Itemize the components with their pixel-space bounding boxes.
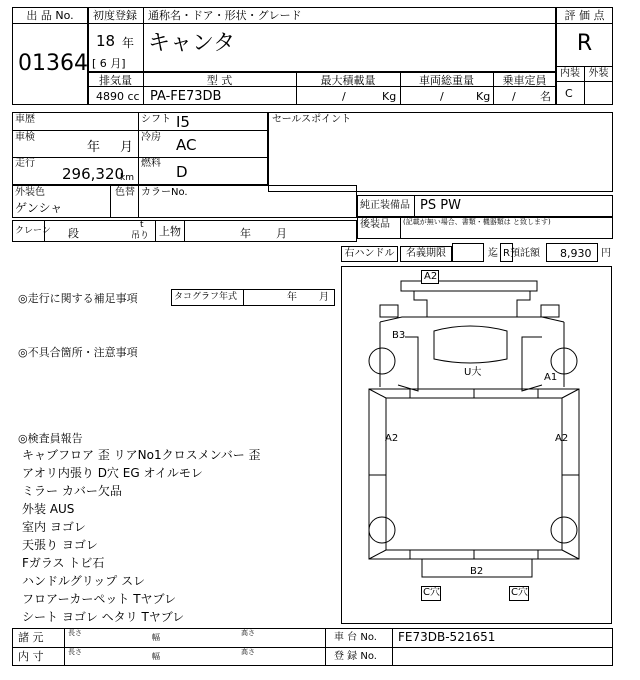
height-label: 高さ xyxy=(241,629,255,637)
rating-value: R xyxy=(576,31,593,56)
doors xyxy=(398,337,542,391)
std-equipment-label: 純正装備品 xyxy=(360,200,410,211)
bed-outline xyxy=(369,389,579,559)
name-label: 通称名・ドア・形状・グレード xyxy=(148,9,302,22)
mark-a2-left: A2 xyxy=(385,433,399,444)
model-code: PA-FE73DB xyxy=(150,89,222,104)
inspector-line: Fガラス トビ石 xyxy=(22,556,105,570)
interior-label: 内装 xyxy=(560,68,580,79)
displacement-value: 4890 cc xyxy=(96,90,140,103)
mark-c-left: C穴 xyxy=(423,587,440,598)
exterior-label: 外装 xyxy=(588,68,609,79)
displacement-label: 排気量 xyxy=(99,74,132,87)
mirror-left xyxy=(380,305,398,317)
crane-stage-unit: 段 xyxy=(68,227,79,240)
sales-point-label: セールスポイント xyxy=(272,114,352,125)
aircon-value: AC xyxy=(176,136,197,154)
chassis-value: FE73DB-521651 xyxy=(398,630,496,644)
mileage-value: 296,320 xyxy=(62,165,125,183)
damage-diagram xyxy=(341,266,612,624)
mark-b2: B2 xyxy=(470,566,484,577)
gross-weight-unit: Kg xyxy=(476,90,491,103)
capacity-unit: 名 xyxy=(540,90,551,103)
history-label: 車歴 xyxy=(15,114,35,125)
std-equipment-value: PS PW xyxy=(420,198,461,213)
length-label: 長さ xyxy=(68,629,82,637)
ext-color-value: ゲンシャ xyxy=(15,201,63,215)
inspector-line: アオリ内張り D穴 EG オイルモレ xyxy=(22,466,203,480)
gross-weight-label: 車両総重量 xyxy=(419,74,474,87)
model-label: 型 式 xyxy=(206,74,233,87)
first-reg-year: 18 xyxy=(96,32,116,50)
inspection-month-unit: 月 xyxy=(120,140,134,155)
first-reg-label: 初度登録 xyxy=(93,9,137,22)
first-reg-month: [ 6 月] xyxy=(92,57,126,70)
max-load-label: 最大積載量 xyxy=(320,74,376,87)
inspector-line: ハンドルグリップ スレ xyxy=(22,574,146,588)
height-label-2: 高さ xyxy=(241,648,255,656)
driving-note-label: ◎走行に関する補足事項 xyxy=(18,292,138,305)
dims-label: 諸 元 xyxy=(18,631,44,644)
tachograph-label: タコグラフ年式 xyxy=(174,292,238,302)
color-no-label: 色替 xyxy=(115,187,135,198)
inspector-line: キャブフロア 歪 リアNo1クロスメンバー 歪 xyxy=(22,448,261,462)
cab-roof-line xyxy=(380,317,564,322)
cab-front xyxy=(414,291,530,317)
interior-grade: C xyxy=(565,87,573,100)
tacho-month-unit: 月 xyxy=(319,292,329,303)
inspector-line: 天張り ヨゴレ xyxy=(22,538,98,552)
year-unit: 年 xyxy=(122,36,135,50)
max-load-unit: Kg xyxy=(382,90,397,103)
interior-dims-label: 内 寸 xyxy=(18,650,44,663)
crane-ton: t xyxy=(140,220,144,230)
mileage-unit: km xyxy=(120,173,134,183)
aircon-label: 冷房 xyxy=(141,132,161,143)
fuel-label: 燃料 xyxy=(141,158,161,169)
recycle-label: R預託額 xyxy=(503,248,540,259)
mark-a2-right: A2 xyxy=(555,433,569,444)
mark-front-top: A2 xyxy=(424,271,438,282)
inspection-label: 車検 xyxy=(15,132,35,143)
tacho-year-unit: 年 xyxy=(287,292,297,303)
shift-value: I5 xyxy=(176,113,190,131)
mark-a1-right: A1 xyxy=(544,372,558,383)
recycle-value: 8,930 xyxy=(560,247,592,260)
crane-label: クレーン xyxy=(15,226,51,236)
mileage-label: 走行 xyxy=(15,158,35,169)
inspector-line: シート ヨゴレ ヘタリ Tヤブレ xyxy=(22,610,185,624)
capacity-value: / xyxy=(512,90,516,103)
inspection-year-unit: 年 xyxy=(87,140,101,155)
car-name: キャンタ xyxy=(148,31,236,56)
name-change-label: 名義期限 xyxy=(406,248,446,259)
defects-label: ◎不具合箇所・注意事項 xyxy=(18,346,138,359)
width-label-2: 幅 xyxy=(152,652,160,661)
attachments-note: (記載が無い場合、書類・機器類は と致します) xyxy=(403,218,551,226)
length-label-2: 長さ xyxy=(68,648,82,656)
shift-label: シフト xyxy=(141,114,171,125)
max-load-value: / xyxy=(342,90,346,103)
windshield xyxy=(434,326,507,363)
inspector-label: ◎検査員報告 xyxy=(18,432,83,445)
mark-cab: U大 xyxy=(464,367,482,378)
rating-label: 評 価 点 xyxy=(564,9,605,22)
details-box xyxy=(12,112,268,185)
ext-color-label: 外装色 xyxy=(15,187,45,198)
wheel-rear-right xyxy=(551,517,577,543)
mirror-right xyxy=(541,305,559,317)
wheel-rear-left xyxy=(369,517,395,543)
mark-c-right: C穴 xyxy=(511,587,528,598)
capacity-label: 乗車定員 xyxy=(502,74,547,87)
lot-number: 01364 xyxy=(18,51,88,76)
fuel-value: D xyxy=(176,163,188,181)
gross-weight-value: / xyxy=(440,90,444,103)
lot-label: 出 品 No. xyxy=(26,9,74,22)
crane-hoist: 吊り xyxy=(131,231,150,241)
mark-b3: B3 xyxy=(392,330,406,341)
wheel-front-left xyxy=(369,348,395,374)
inspector-line: 室内 ヨゴレ xyxy=(22,520,86,534)
attachments-label: 後装品 xyxy=(360,219,390,230)
yen-label: 円 xyxy=(601,248,611,259)
width-label: 幅 xyxy=(152,633,160,642)
color-code-label: カラーNo. xyxy=(141,187,188,198)
inspector-line: ミラー カバー欠品 xyxy=(22,484,122,498)
inspector-line: フロアーカーペット Tヤブレ xyxy=(22,592,177,606)
wheelbase-prefix: 迄 xyxy=(488,248,498,259)
chassis-label: 車 台 No. xyxy=(334,632,377,643)
inspector-line: 外装 AUS xyxy=(22,502,75,516)
reg-label: 登 録 No. xyxy=(334,651,377,662)
bed-year-unit: 年 xyxy=(240,227,251,240)
bed-month-unit: 月 xyxy=(276,227,287,240)
bed-label: 上物 xyxy=(159,225,181,238)
name-change-value-box xyxy=(452,243,484,262)
bed-floor xyxy=(386,398,562,550)
rhd-label: 右ハンドル xyxy=(344,248,395,259)
